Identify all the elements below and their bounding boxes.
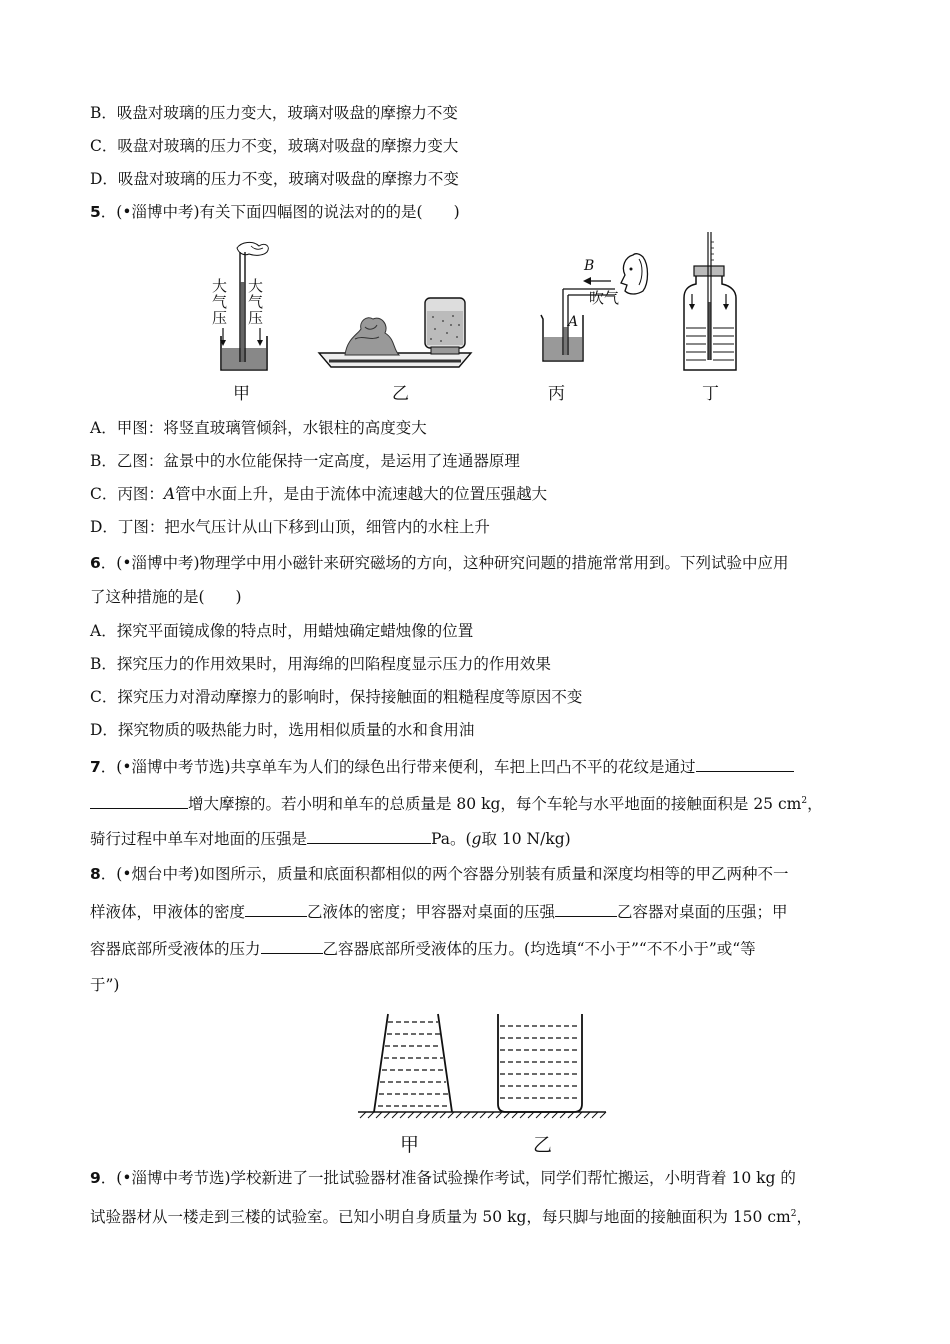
q8-line1 (90, 864, 789, 884)
q5-option-d: D．丁图：把水气压计从山下移到山顶，细管内的水柱上升 (90, 518, 490, 536)
q8-caption-jia: 甲 (400, 1134, 420, 1156)
q5-option-c-prefix: C．丙图： (90, 485, 164, 503)
q8-stem-text: ．(•烟台中考)如图所示，质量和底面积都相似的两个容器分别装有质量和深度均相等的甲乙两种不一 (100, 865, 789, 883)
q4-option-c: C．吸盘对玻璃的压力不变，玻璃对吸盘的摩擦力变大 (90, 137, 459, 155)
q7-line3-text: 骑行过程中单车对地面的压强是 (90, 830, 308, 848)
q8-line2-a: 样液体，甲液体的密度 (90, 903, 246, 921)
q6-stem-line2: 了这种措施的是( ) (90, 588, 242, 606)
q7-line3-unit: Pa。( (431, 830, 472, 848)
q7-line2-comma: ， (807, 795, 823, 814)
q5-option-c (90, 484, 547, 504)
q7-cm2-exponent: 2 (801, 796, 808, 806)
q8-line3 (90, 938, 756, 959)
q8-blank-1 (245, 901, 307, 917)
q7-line3 (90, 828, 571, 849)
q5-bing-label-a: A (568, 314, 579, 330)
q5-option-c-tube: A (163, 485, 176, 503)
q8-line4: 于”) (90, 976, 120, 994)
q5-stem (90, 202, 460, 222)
q5-option-b: B．乙图：盆景中的水位能保持一定高度，是运用了连通器原理 (90, 452, 520, 470)
q5-jia-atm-label-right: 大气压 (248, 277, 264, 327)
q7-line2 (90, 791, 823, 814)
q8-line2-c: 乙容器对桌面的压强；甲 (617, 903, 788, 921)
q7-line3-given: 取 10 N/kg) (481, 830, 571, 848)
q9-line2-comma: ， (796, 1208, 812, 1227)
q5-bing-blow-label: 吹气 (589, 289, 620, 307)
q5-stem-text: ．(•淄博中考)有关下面四幅图的说法对的的是( ) (100, 203, 460, 221)
q9-line1 (90, 1168, 796, 1188)
q7-blank-1a (696, 756, 794, 772)
q7-g-symbol: g (471, 830, 482, 848)
q5-option-c-text: 管中水面上升，是由于流体中流速越大的位置压强越大 (175, 485, 548, 503)
q6-option-b: B．探究压力的作用效果时，用海绵的凹陷程度显示压力的作用效果 (90, 655, 551, 673)
q8-figure-containers (358, 1012, 608, 1122)
q8-blank-3 (261, 938, 323, 954)
q9-stem-text: ．(•淄博中考节选)学校新进了一批试验器材准备试验操作考试，同学们帮忙搬运，小明背着 10 kg 的 (100, 1169, 796, 1187)
q6-option-d: D．探究物质的吸热能力时，选用相似质量的水和食用油 (90, 721, 475, 739)
q4-option-b: B．吸盘对玻璃的压力变大，玻璃对吸盘的摩擦力不变 (90, 104, 458, 122)
q7-blank-2 (307, 828, 431, 844)
q5-caption-ding: 丁 (702, 384, 719, 404)
q8-line2 (90, 901, 788, 922)
q9-line2-text: 试验器材从一楼走到三楼的试验室。已知小明自身质量为 50 kg，每只脚与地面的接触面积为 150 cm (90, 1208, 791, 1227)
q5-caption-jia: 甲 (233, 384, 250, 404)
q8-caption-yi: 乙 (533, 1134, 553, 1156)
q7-stem-text: ．(•淄博中考节选)共享单车为人们的绿色出行带来便利，车把上凹凸不平的花纹是通过 (100, 758, 696, 776)
q5-option-a: A．甲图：将竖直玻璃管倾斜，水银柱的高度变大 (90, 419, 427, 437)
q6-stem-line1 (90, 553, 789, 573)
q6-number: 6 (90, 554, 101, 572)
q9-cm2-exponent: 2 (790, 1209, 797, 1219)
q5-jia-atm-label-left: 大气压 (212, 277, 228, 327)
q7-line2-text: 增大摩擦的。若小明和单车的总质量是 80 kg，每个车轮与水平地面的接触面积是 25 cm (188, 795, 802, 814)
q8-line2-b: 乙液体的密度；甲容器对桌面的压强 (307, 903, 556, 921)
q9-line2 (90, 1204, 812, 1227)
q6-option-c: C．探究压力对滑动摩擦力的影响时，保持接触面的粗糙程度等原因不变 (90, 688, 583, 706)
q5-number: 5 (90, 203, 101, 221)
q5-caption-bing: 丙 (548, 384, 565, 404)
q5-caption-yi: 乙 (392, 384, 409, 404)
q7-blank-1b (90, 793, 188, 809)
q9-number: 9 (90, 1169, 101, 1187)
q7-line1 (90, 756, 794, 777)
q8-blank-2 (555, 901, 617, 917)
q6-option-a: A．探究平面镜成像的特点时，用蜡烛确定蜡烛像的位置 (90, 622, 474, 640)
q4-option-d: D．吸盘对玻璃的压力不变，玻璃对吸盘的摩擦力不变 (90, 170, 459, 188)
q7-number: 7 (90, 758, 101, 776)
q5-figure-yi (315, 295, 475, 375)
q6-stem-text: ．(•淄博中考)物理学中用小磁针来研究磁场的方向，这种研究问题的措施常常用到。下列试验中应用 (100, 554, 789, 572)
q5-bing-label-b: B (584, 258, 595, 274)
q8-line3-b: 乙容器底部所受液体的压力。(均选填“不小于”“不不小于”或“等 (322, 940, 756, 958)
q8-line3-a: 容器底部所受液体的压力 (90, 940, 261, 958)
q8-number: 8 (90, 865, 101, 883)
q5-figure-ding (680, 232, 745, 378)
